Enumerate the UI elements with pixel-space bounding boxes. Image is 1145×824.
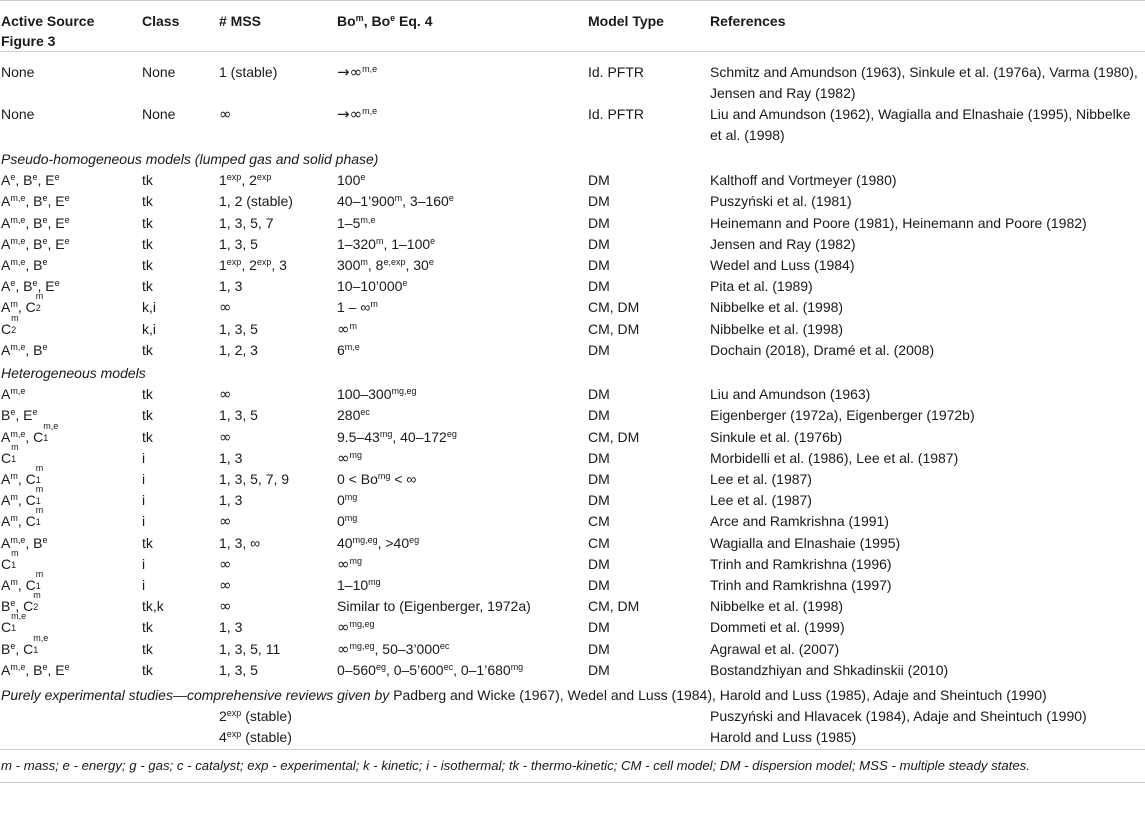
- source-cell: $B^e$, C m,e 1: [1, 632, 49, 657]
- class-cell: tk: [142, 278, 153, 295]
- references-cell: Lee et al. (1987): [710, 471, 812, 488]
- table-row: [0, 52, 1145, 105]
- table-row: [0, 469, 1145, 490]
- source-cell: C m 1: [1, 547, 19, 572]
- bo-cell: ∞$^{mg}$: [337, 448, 363, 467]
- class-cell: i: [142, 577, 146, 594]
- class-cell: k,i: [142, 320, 156, 337]
- bo-cell: 40–1’900$^m$, 3–160e: [337, 193, 454, 210]
- table-row: [0, 511, 1145, 532]
- references-cell: Puszyński and Hlavacek (1984), Adaje and Sheintuch (1990): [710, 708, 1087, 725]
- mss-cell: $4^{exp}$ (stable): [219, 729, 292, 746]
- mss-cell: 1, 3, 5: [219, 407, 258, 424]
- model-cell: DM: [588, 449, 610, 466]
- header-bo: Bo$^m$, Bo$^e$ Eq. 4: [337, 13, 433, 29]
- mss-cell: 1, 3: [219, 492, 243, 509]
- class-cell: tk: [142, 341, 153, 358]
- references-cell: Kalthoff and Vortmeyer (1980): [710, 172, 897, 189]
- table-row: [0, 234, 1145, 255]
- header-class: Class: [142, 13, 180, 29]
- class-cell: tk: [142, 235, 153, 252]
- class-cell: tk: [142, 619, 153, 636]
- experimental-heading: Purely experimental studies—comprehensive reviews given by Padberg and Wicke (1967), Wedel and Luss (1984), Harold and Luss (1985), Adaje and Sheintuch (1990): [1, 687, 1047, 704]
- section-heading-pseudo-homogeneous: Pseudo-homogeneous models (lumped gas and solid phase): [1, 151, 379, 167]
- table-row: [0, 448, 1145, 469]
- table-row: [0, 706, 1145, 727]
- references-cell: Sinkule et al. (1976b): [710, 428, 843, 445]
- bo-cell: $40^{mg,eg}$, $>40^{eg}$: [337, 534, 420, 551]
- mss-cell: 1, 3: [219, 278, 243, 295]
- table-row: [0, 255, 1145, 276]
- class-cell: tk: [142, 428, 153, 445]
- bo-cell: ∞$^{mg,eg}$: [337, 618, 375, 637]
- model-cell: Id. PFTR: [588, 106, 645, 122]
- references-cell: Wedel and Luss (1984): [710, 257, 855, 274]
- bo-cell: $0 < Bo^{mg}$ < ∞: [337, 471, 417, 488]
- model-cell: DM: [588, 214, 610, 231]
- source-cell: $A^m$, C m 1: [1, 505, 44, 530]
- model-cell: DM: [588, 278, 610, 295]
- source-cell: A$^{m,e}$, C m,e 1: [1, 420, 59, 445]
- bo-cell: 6$^{m,e}$: [337, 341, 360, 358]
- mss-cell: ∞: [219, 427, 232, 446]
- table-row: [0, 575, 1145, 596]
- model-cell: DM: [588, 640, 610, 657]
- model-cell: CM: [588, 534, 610, 551]
- references-cell: Harold and Luss (1985): [710, 729, 857, 746]
- table-footnote: m - mass; e - energy; g - gas; c - catalyst; exp - experimental; k - kinetic; i - isothermal; tk - thermo-kinetic; CM - cell model; DM - dispersion model; MSS - multiple steady states.: [0, 749, 1145, 782]
- references-cell: Liu and Amundson (1963): [710, 386, 871, 403]
- mss-cell: ∞: [219, 385, 232, 404]
- class-cell: tk: [142, 661, 153, 678]
- table-row: [0, 170, 1145, 191]
- header-active-source: Active Source Figure 3: [1, 13, 95, 49]
- mss-cell: $1^{exp}$, $2^{exp}$, 3: [219, 257, 287, 274]
- model-cell: DM: [588, 492, 610, 509]
- class-cell: tk: [142, 214, 153, 231]
- model-cell: CM: [588, 513, 610, 530]
- source-cell: A$^{m,e}$, $B^e$, $E^e$: [1, 661, 70, 678]
- references-cell: Lee et al. (1987): [710, 492, 812, 509]
- class-cell: i: [142, 471, 146, 488]
- mss-cell: ∞: [219, 512, 232, 531]
- source-cell: $A^m$, C m 1: [1, 463, 44, 488]
- model-cell: DM: [588, 661, 610, 678]
- table-header-row: [0, 1, 1145, 52]
- mss-cell: 1, 3: [219, 619, 243, 636]
- references-cell: Eigenberger (1972a), Eigenberger (1972b): [710, 407, 975, 424]
- model-cell: DM: [588, 555, 610, 572]
- references-cell: Arce and Ramkrishna (1991): [710, 513, 889, 530]
- mss-cell: 1, 3, ∞: [219, 534, 261, 551]
- bo-cell: 1–5$^{m,e}$: [337, 214, 376, 231]
- table-row: [0, 213, 1145, 234]
- bo-cell: $0-560^{eg}$, $0-5’600^{ec}$, $0-1’680^{mg}$: [337, 661, 524, 678]
- model-cell: CM, DM: [588, 598, 640, 615]
- bo-cell: 1 – ∞$^m$: [337, 299, 378, 316]
- class-cell: tk: [142, 407, 153, 424]
- bo-cell: $1-10^{mg}$: [337, 577, 381, 594]
- model-cell: DM: [588, 193, 610, 210]
- mss-cell: 1, 3, 5, 7, 9: [219, 471, 290, 488]
- mss-cell: 1, 2 (stable): [219, 193, 293, 210]
- references-cell: Nibbelke et al. (1998): [710, 299, 844, 316]
- bo-cell: ∞$^m$: [337, 319, 357, 338]
- bo-cell: ∞$^{mg,eg}$, $50-3’000^{ec}$: [337, 639, 450, 658]
- bo-cell: 1–320$^m$, 1–100e: [337, 235, 436, 252]
- model-cell: DM: [588, 172, 610, 189]
- bo-cell: Similar to (Eigenberger, 1972a): [337, 598, 531, 615]
- source-cell: $A^m$, C m 1: [1, 569, 44, 594]
- table-row: [0, 639, 1145, 660]
- header-model-type: Model Type: [588, 13, 664, 29]
- bo-cell: 10–10’000e: [337, 278, 408, 295]
- class-cell: None: [142, 64, 176, 80]
- bo-cell: $100-300^{mg,eg}$: [337, 386, 417, 403]
- source-cell: A$^{m,e}$, $B^e$: [1, 341, 48, 358]
- model-cell: DM: [588, 235, 610, 252]
- bo-cell: ∞$^{mg}$: [337, 554, 363, 573]
- class-cell: k,i: [142, 299, 156, 316]
- model-cell: CM, DM: [588, 428, 640, 445]
- model-cell: DM: [588, 341, 610, 358]
- mss-cell: 1, 3, 5: [219, 661, 258, 678]
- model-cell: DM: [588, 257, 610, 274]
- mss-cell: 1, 2, 3: [219, 341, 258, 358]
- source-cell: None: [1, 64, 35, 80]
- references-cell: Jensen and Ray (1982): [710, 235, 856, 252]
- references-cell: Trinh and Ramkrishna (1997): [710, 577, 892, 594]
- bo-cell: 100e: [337, 172, 366, 189]
- mss-cell: 1 (stable): [219, 64, 278, 80]
- mss-cell: $1^{exp}$, $2^{exp}$: [219, 172, 272, 189]
- references-cell: Wagialla and Elnashaie (1995): [710, 534, 901, 551]
- class-cell: i: [142, 492, 146, 509]
- bo-cell: $0^{mg}$: [337, 492, 358, 509]
- references-cell: Bostandzhiyan and Shkadinskii (2010): [710, 661, 949, 678]
- model-cell: DM: [588, 471, 610, 488]
- bo-cell: $9.5-43^{mg}$, $40-172^{eg}$: [337, 428, 457, 445]
- bo-cell: →∞$^{m,e}$: [337, 105, 378, 123]
- references-cell: Agrawal et al. (2007): [710, 640, 840, 657]
- header-references: References: [710, 13, 786, 29]
- source-cell: $B^e$, C m 2: [1, 590, 41, 615]
- table-row: [0, 554, 1145, 575]
- references-cell: Liu and Amundson (1962), Wagialla and Elnashaie (1995), Nibbelke et al. (1998): [710, 106, 1131, 143]
- section-heading-heterogeneous: Heterogeneous models: [1, 365, 146, 382]
- source-cell: $A^m$, C m 2: [1, 291, 44, 316]
- mss-cell: 1, 3, 5: [219, 320, 258, 337]
- references-cell: Dommeti et al. (1999): [710, 619, 845, 636]
- model-cell: CM, DM: [588, 299, 640, 316]
- class-cell: tk: [142, 534, 153, 551]
- class-cell: tk: [142, 257, 153, 274]
- references-cell: Dochain (2018), Dramé et al. (2008): [710, 341, 935, 358]
- table-row: [0, 405, 1145, 426]
- section-heading-row: [0, 146, 1145, 170]
- model-cell: CM, DM: [588, 320, 640, 337]
- table-row: [0, 384, 1145, 405]
- table-row: [0, 617, 1145, 638]
- mss-cell: 1, 3: [219, 449, 243, 466]
- section-heading-row: [0, 361, 1145, 384]
- table-row: [0, 276, 1145, 297]
- model-cell: DM: [588, 407, 610, 424]
- mss-cell: ∞: [219, 298, 232, 317]
- source-cell: A$^{m,e}$, $B^e$, $E^e$: [1, 193, 70, 210]
- mss-cell: 1, 3, 5, 11: [219, 640, 281, 657]
- mss-cell: $2^{exp}$ (stable): [219, 708, 292, 725]
- class-cell: i: [142, 513, 146, 530]
- source-cell: C m 1: [1, 441, 19, 466]
- mss-cell: ∞: [219, 105, 232, 123]
- class-cell: i: [142, 555, 146, 572]
- bo-cell: $280^{ec}$: [337, 407, 370, 424]
- table-row: [0, 596, 1145, 617]
- mss-cell: 1, 3, 5, 7: [219, 214, 274, 231]
- mss-cell: ∞: [219, 554, 232, 573]
- references-cell: Trinh and Ramkrishna (1996): [710, 555, 892, 572]
- references-cell: Heinemann and Poore (1981), Heinemann and Poore (1982): [710, 214, 1087, 231]
- references-cell: Schmitz and Amundson (1963), Sinkule et al. (1976a), Varma (1980), Jensen and Ray (1982): [710, 64, 1138, 101]
- references-cell: Nibbelke et al. (1998): [710, 320, 844, 337]
- class-cell: i: [142, 449, 146, 466]
- source-cell: A$^{m,e}$, $B^e$: [1, 534, 48, 551]
- class-cell: tk: [142, 172, 153, 189]
- table-row: [0, 297, 1145, 318]
- table-row: [0, 490, 1145, 511]
- bo-cell: 300$^m$, $8^{e,exp}$, 30e: [337, 257, 434, 274]
- table-row: [0, 533, 1145, 554]
- table-row: [0, 660, 1145, 681]
- source-cell: $A^e$, $B^e$, $E^e$: [1, 278, 60, 295]
- class-cell: None: [142, 106, 176, 122]
- model-cell: Id. PFTR: [588, 64, 645, 80]
- mss-cell: ∞: [219, 576, 232, 595]
- source-cell: A$^{m,e}$, $B^e$, $E^e$: [1, 235, 70, 252]
- model-cell: DM: [588, 619, 610, 636]
- source-cell: A$^{m,e}$, $B^e$: [1, 257, 48, 274]
- references-cell: Puszyński et al. (1981): [710, 193, 852, 210]
- class-cell: tk,k: [142, 598, 164, 615]
- source-cell: $A^e$, $B^e$, $E^e$: [1, 172, 60, 189]
- table-row: [0, 427, 1145, 448]
- source-cell: C m 2: [1, 312, 19, 337]
- footnote-row: [0, 749, 1145, 782]
- table-row: [0, 319, 1145, 340]
- bo-cell: $0^{mg}$: [337, 513, 358, 530]
- references-cell: Pita et al. (1989): [710, 278, 813, 295]
- references-cell: Morbidelli et al. (1986), Lee et al. (1987): [710, 449, 959, 466]
- model-cell: DM: [588, 386, 610, 403]
- source-cell: None: [1, 106, 35, 122]
- references-cell: Nibbelke et al. (1998): [710, 598, 844, 615]
- model-cell: DM: [588, 577, 610, 594]
- bo-cell: →∞$^{m,e}$: [337, 63, 378, 81]
- source-cell: $B^e$, $E^e$: [1, 407, 38, 424]
- source-cell: $A^m$, C m 1: [1, 484, 44, 509]
- mss-cell: ∞: [219, 597, 232, 616]
- class-cell: tk: [142, 640, 153, 657]
- header-mss: # MSS: [219, 13, 262, 29]
- source-cell: C m,e 1: [1, 611, 27, 636]
- table-row: [0, 191, 1145, 212]
- table-row: [0, 104, 1145, 146]
- table-row: [0, 340, 1145, 361]
- class-cell: tk: [142, 386, 153, 403]
- table-row: [0, 727, 1145, 749]
- mss-cell: 1, 3, 5: [219, 235, 258, 252]
- source-cell: A$^{m,e}$, $B^e$, $E^e$: [1, 214, 70, 231]
- experimental-heading-row: [0, 681, 1145, 706]
- class-cell: tk: [142, 193, 153, 210]
- source-cell: A$^{m,e}$: [1, 386, 26, 403]
